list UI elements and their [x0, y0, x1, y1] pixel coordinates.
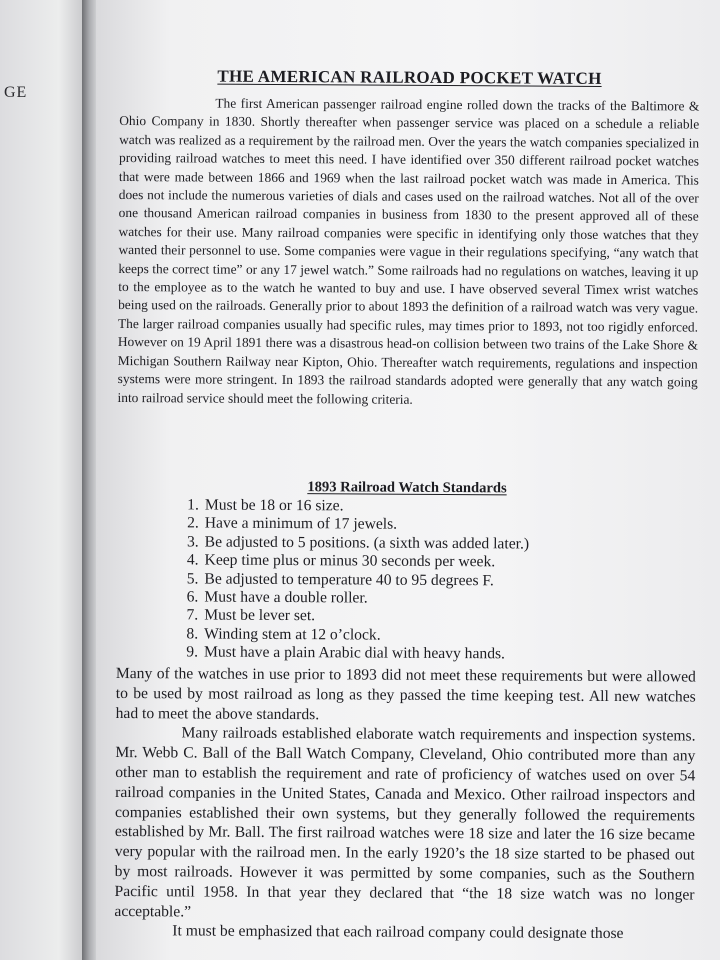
list-item-text: Must be lever set.: [204, 606, 316, 625]
standards-list: [174, 496, 655, 665]
list-item-number: 7.: [186, 606, 199, 624]
list-item-number: 3.: [186, 533, 199, 551]
list-item: [174, 644, 654, 665]
document-page: [96, 0, 720, 960]
standards-heading-text: 1893 Railroad Watch Standards: [307, 479, 507, 497]
list-item-number: 9.: [186, 643, 199, 661]
closing-paragraph-text: It must be emphasized that each railroad company could designate those: [172, 922, 624, 943]
page-title: [119, 66, 699, 90]
list-item-text: Must be 18 or 16 size.: [204, 496, 344, 515]
intro-paragraph: The first American passenger railroad engine rolled down the tracks of the Baltimore & Ohio Company in 1830. Shortly thereafter when passenger service was placed on a schedule a reliable watch was realized as a requirement by the railroad men. Over the years the watch companies specialized in providing railroad watches to meet this need. I have identified over 350 different railroad pocket watches that were made between 1866 and 1969 when the last railroad pocket watch was made in America. This does not include the numerous varieties of dials and cases used on the railroad watches. Not all of the over one thousand American railroad companies in business from 1830 to the present approved all of these watches for their use. Many railroad companies were specific in identifying only those watches that they wanted their personnel to use. Some companies were vague in their regulations specifying, “any watch that keeps the correct time” or any 17 jewel watch.” Some railroads had no regulations on watches, leaving it up to the employee as to the watch he wanted to buy and use. I have observed several Timex wrist watches being used on the railroads. Generally prior to about 1893 the definition of a railroad watch was very vague. The larger railroad companies usually had specific rules, may times prior to 1893, not too rigidly enforced. However on 19 April 1891 there was a disastrous head-on collision between two trains of the Lake Shore & Michigan Southern Railway near Kipton, Ohio. Thereafter watch requirements, regulations and inspection systems were more stringent. In 1893 the railroad standards adopted were generally that any watch going into railroad service should meet the following criteria.: [117, 95, 700, 407]
closing-paragraph: [114, 921, 694, 944]
list-item-text: Winding stem at 12 o’clock.: [204, 625, 381, 644]
ball-watch-paragraph-text: Many railroads established elaborate watch requirements and inspection systems. Mr. Webb C. Ball of the Ball Watch Company, Cleveland, Ohio contributed more than any other man to establish the requirement and rate of proficiency of watches used on over 54 railroad companies in the United States, Canada and Mexico. Other railroad inspectors and companies established their own systems, but they generally followed the requirements established by Mr. Ball. The first railroad watches were 18 size and later the 16 size became very popular with the railroad men. In the early 1920’s the 18 size started to be phased out by most railroads. However it was permitted by some companies, such as the Southern Pacific until 1958. In that year they declared that “the 18 size watch was no longer acceptable.”: [114, 724, 696, 921]
list-item-number: 2.: [187, 514, 199, 532]
left-facing-page: [0, 0, 84, 960]
page-title-text: THE AMERICAN RAILROAD POCKET WATCH: [217, 66, 602, 88]
standards-heading: [117, 478, 697, 499]
ball-watch-paragraph: [114, 723, 695, 925]
list-item-text: Be adjusted to temperature 40 to 95 degrees F.: [204, 570, 494, 589]
list-item-text: Keep time plus or minus 30 seconds per week.: [204, 551, 496, 571]
requirements-paragraph: Many of the watches in use prior to 1893 did not meet these requirements but were allowed to be used by most railroad as long as they passed the time keeping test. All new watches had to meet the above standards.: [115, 664, 696, 723]
list-item-text: Have a minimum of 17 jewels.: [204, 514, 398, 534]
list-item-text: Must have a plain Arabic dial with heavy hands.: [203, 643, 506, 663]
list-item-number: 8.: [186, 625, 199, 643]
list-item-text: Must have a double roller.: [204, 588, 368, 607]
list-item-number: 1.: [187, 496, 199, 514]
page-content: [114, 0, 700, 943]
left-page-text-fragment: GE: [4, 84, 28, 101]
list-item-text: Be adjusted to 5 positions. (a sixth was added later.): [204, 533, 530, 553]
body-text-continued: [114, 664, 696, 945]
list-item-number: 6.: [186, 588, 199, 606]
list-item-number: 4.: [186, 551, 199, 569]
list-item-number: 5.: [186, 570, 199, 588]
